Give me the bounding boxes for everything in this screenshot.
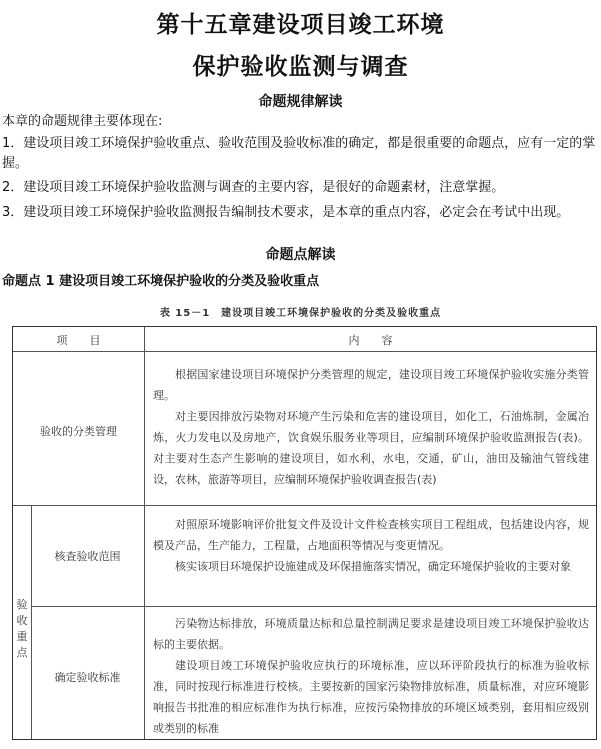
row-label-classification: 验收的分类管理 xyxy=(40,425,117,438)
row-text-scope-2: 核实该项目环境保护设施建成及环保措施落实情况，确定环境保护验收的主要对象 xyxy=(175,560,571,573)
group-divider xyxy=(31,505,32,739)
point1-title: 命题点 1 建设项目竣工环境保护验收的分类及验收重点 xyxy=(2,274,320,289)
row-label-standards: 确定验收标准 xyxy=(54,671,121,684)
row-divider xyxy=(13,505,596,506)
acceptance-table xyxy=(12,326,597,740)
rules-item-1: 1．建设项目竣工环境保护验收重点、验收范围及验收标准的确定，都是很重要的命题点，应有一定的掌握。 xyxy=(2,136,596,171)
group-label: 验收重点 xyxy=(16,598,28,659)
column-divider xyxy=(144,327,145,739)
row-text-standards-1: 污染物达标排放，环境质量达标和总量控制满足要求是建设项目竣工环境保护验收达标的主要依据。 xyxy=(153,617,589,651)
rules-item-2: 2．建设项目竣工环境保护验收监测与调查的主要内容，是很好的命题素材，注意掌握。 xyxy=(2,180,505,195)
chapter-title-line2: 保护验收监测与调查 xyxy=(192,53,409,80)
rules-item-3: 3．建设项目竣工环境保护验收监测报告编制技术要求，是本章的重点内容，必定会在考试中出现。 xyxy=(2,205,570,220)
table-caption: 表 15－1 建设项目竣工环境保护验收的分类及验收重点 xyxy=(159,308,442,319)
row-text-scope-1: 对照原环境影响评价批复文件及设计文件检查核实项目工程组成，包括建设内容，规模及产品，生产能力，工程量，占地面积等情况与变更情况。 xyxy=(153,518,589,552)
header-item: 项 目 xyxy=(56,334,101,347)
row-label-scope: 核查验收范围 xyxy=(54,550,121,563)
header-divider xyxy=(13,351,596,352)
points-heading: 命题点解读 xyxy=(265,247,336,263)
row-text-classification-2: 对主要因排放污染物对环境产生污染和危害的建设项目，如化工，石油炼制，金属冶炼，火力发电以及房地产，饮食娱乐服务业等项目，应编制环境保护验收监测报告(表)。对主要对生态产生影响的建设项目，如水利，水电，交通，矿山，油田及输油气管线建设，农林，旅游等项目，应编制环境保护验收调查报告(表) xyxy=(153,410,589,486)
header-content: 内 容 xyxy=(348,334,393,347)
row-divider xyxy=(31,606,596,607)
chapter-title-line1: 第十五章建设项目竣工环境 xyxy=(156,11,445,38)
rules-intro: 本章的命题规律主要体现在: xyxy=(2,114,163,129)
row-text-classification-1: 根据国家建设项目环境保护分类管理的规定，建设项目竣工环境保护验收实施分类管理。 xyxy=(153,368,589,402)
rules-heading: 命题规律解读 xyxy=(258,94,343,110)
row-text-standards-2: 建设项目竣工环境保护验收应执行的环境标准，应以环评阶段执行的标准为验收标准，同时按现行标准进行校核。主要按新的国家污染物排放标准，质量标准，对应环境影响报告书批准的相应标准作为执行标准，应按污染物排放的环境区域类别，套用相应级别或类别的标准 xyxy=(153,659,589,735)
